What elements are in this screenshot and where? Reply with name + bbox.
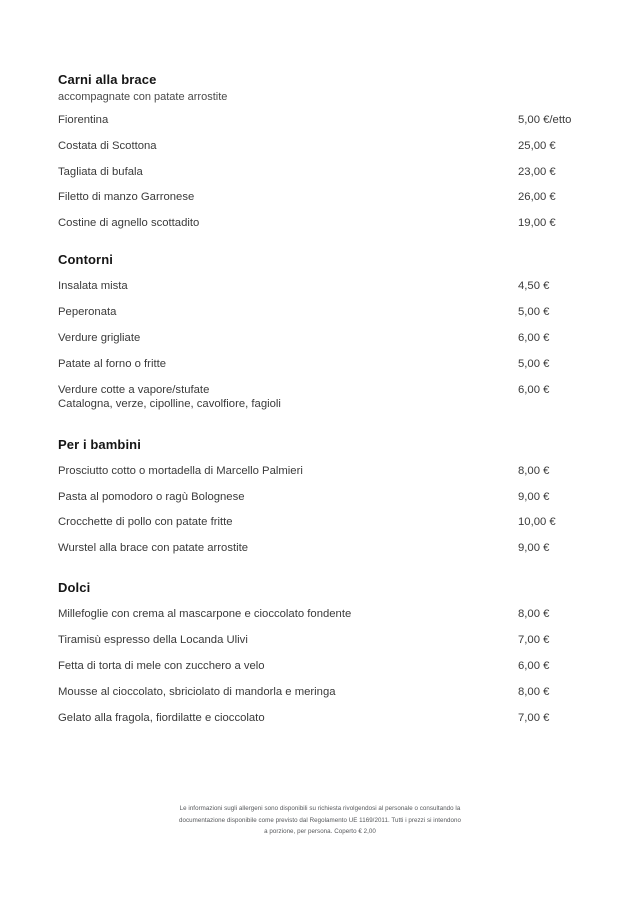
- menu-item-price: 6,00 €: [518, 659, 550, 672]
- menu-item-text: [58, 113, 518, 127]
- menu-item-row: [58, 165, 582, 179]
- menu-item-name: Fiorentina: [58, 114, 109, 126]
- menu-section-dolci: [58, 580, 582, 724]
- menu-item-name: Millefoglie con crema al mascarpone e cioccolato fondente: [58, 608, 352, 621]
- menu-item-name: Crocchette di pollo con patate fritte: [58, 516, 233, 529]
- menu-item-text: [58, 305, 518, 319]
- menu-item-text: [58, 711, 518, 725]
- footer-line: documentazione disponibile come previsto dal Regolamento UE 1169/2011. Tutti i prezzi si intendono: [179, 816, 461, 824]
- menu-item-text: [58, 490, 518, 504]
- menu-item-row: [58, 139, 582, 153]
- menu-item-row: [58, 659, 582, 673]
- menu-item-text: [58, 541, 518, 555]
- menu-item-price: 5,00 €: [518, 357, 550, 370]
- menu-item-price: 6,00 €: [518, 331, 550, 344]
- menu-section-carni-alla-brace: [58, 72, 582, 230]
- menu-item-price: 23,00 €: [518, 165, 556, 178]
- menu-item-name: Insalata mista: [58, 280, 128, 293]
- menu-sections-container: [58, 72, 582, 736]
- menu-item-price: 9,00 €: [518, 490, 550, 503]
- menu-item-list: [58, 607, 582, 724]
- menu-item-name: Peperonata: [58, 306, 117, 319]
- menu-item-text: [58, 607, 518, 621]
- menu-item-name: Mousse al cioccolato, sbriciolato di mandorla e meringa: [58, 685, 336, 698]
- menu-item-row: [58, 633, 582, 647]
- menu-item-price: 7,00 €: [518, 634, 550, 647]
- menu-item-description: Catalogna, verze, cipolline, cavolfiore, fagioli: [58, 397, 281, 410]
- menu-item-text: [58, 515, 518, 529]
- section-heading-carni-alla-brace: Carni alla brace: [58, 72, 157, 87]
- menu-item-list: [58, 279, 582, 411]
- menu-item-name: Pasta al pomodoro o ragù Bolognese: [58, 490, 245, 503]
- menu-item-name: Filetto di manzo Garronese: [58, 191, 195, 204]
- menu-item-name: Patate al forno o fritte: [58, 357, 167, 370]
- menu-item-name: Verdure grigliate: [58, 331, 141, 344]
- menu-item-price: 4,50 €: [518, 280, 550, 293]
- section-heading-per-i-bambini: Per i bambini: [58, 436, 141, 452]
- menu-item-text: [58, 659, 518, 673]
- menu-item-price: 10,00 €: [518, 516, 556, 529]
- menu-item-row: [58, 331, 582, 345]
- menu-item-text: [58, 331, 518, 345]
- menu-section-per-i-bambini: [58, 437, 582, 556]
- menu-item-name: Verdure cotte a vapore/stufate: [58, 383, 210, 396]
- menu-item-row: [58, 190, 582, 204]
- menu-item-text: [58, 279, 518, 293]
- menu-item-row: [58, 305, 582, 319]
- menu-item-name: Costine di agnello scottadito: [58, 217, 200, 230]
- menu-item-name: Wurstel alla brace con patate arrostite: [58, 542, 249, 555]
- allergen-footer-note: [58, 803, 582, 838]
- section-heading-dolci: Dolci: [58, 580, 91, 596]
- menu-item-row: [58, 607, 582, 621]
- menu-item-text: [58, 190, 518, 204]
- menu-item-row: [58, 279, 582, 293]
- menu-item-price: 5,00 €/etto: [518, 114, 572, 126]
- menu-item-list: [58, 113, 582, 230]
- menu-item-row: [58, 515, 582, 529]
- menu-item-name: Tagliata di bufala: [58, 165, 143, 178]
- menu-item-text: [58, 216, 518, 230]
- menu-item-name: Costata di Scottona: [58, 139, 157, 152]
- menu-item-name: Fetta di torta di mele con zucchero a velo: [58, 659, 265, 672]
- menu-item-price: 6,00 €: [518, 383, 550, 396]
- menu-item-row: [58, 464, 582, 478]
- menu-item-row: [58, 490, 582, 504]
- menu-item-text: [58, 383, 518, 412]
- menu-section-contorni: [58, 252, 582, 411]
- menu-item-price: 9,00 €: [518, 542, 550, 555]
- section-subtitle-carni-alla-brace: accompagnate con patate arrostite: [58, 91, 228, 103]
- menu-item-row: [58, 357, 582, 371]
- menu-item-row: [58, 113, 582, 127]
- footer-line: Le informazioni sugli allergeni sono disponibili su richiesta rivolgendosi al personale o consultando la: [179, 805, 461, 812]
- menu-item-text: [58, 633, 518, 647]
- menu-item-row: [58, 711, 582, 725]
- menu-item-row: [58, 216, 582, 230]
- menu-item-price: 5,00 €: [518, 306, 550, 319]
- menu-item-price: 19,00 €: [518, 217, 556, 230]
- menu-item-price: 8,00 €: [518, 685, 550, 698]
- menu-item-row: [58, 383, 582, 412]
- menu-item-name: Prosciutto cotto o mortadella di Marcello Palmieri: [58, 464, 303, 477]
- menu-item-text: [58, 165, 518, 179]
- menu-item-name: Gelato alla fragola, fiordilatte e cioccolato: [58, 711, 265, 724]
- menu-item-text: [58, 357, 518, 371]
- menu-item-text: [58, 685, 518, 699]
- menu-item-text: [58, 464, 518, 478]
- menu-item-name: Tiramisù espresso della Locanda Ulivi: [58, 634, 248, 647]
- footer-line: a porzione, per persona. Coperto € 2,00: [264, 828, 376, 836]
- menu-item-text: [58, 139, 518, 153]
- menu-item-price: 25,00 €: [518, 139, 556, 152]
- section-heading-contorni: Contorni: [58, 252, 113, 268]
- menu-item-price: 26,00 €: [518, 191, 556, 204]
- menu-item-price: 8,00 €: [518, 608, 550, 621]
- menu-item-price: 8,00 €: [518, 464, 550, 477]
- menu-item-row: [58, 685, 582, 699]
- menu-item-row: [58, 541, 582, 555]
- menu-item-list: [58, 464, 582, 556]
- menu-item-price: 7,00 €: [518, 711, 550, 724]
